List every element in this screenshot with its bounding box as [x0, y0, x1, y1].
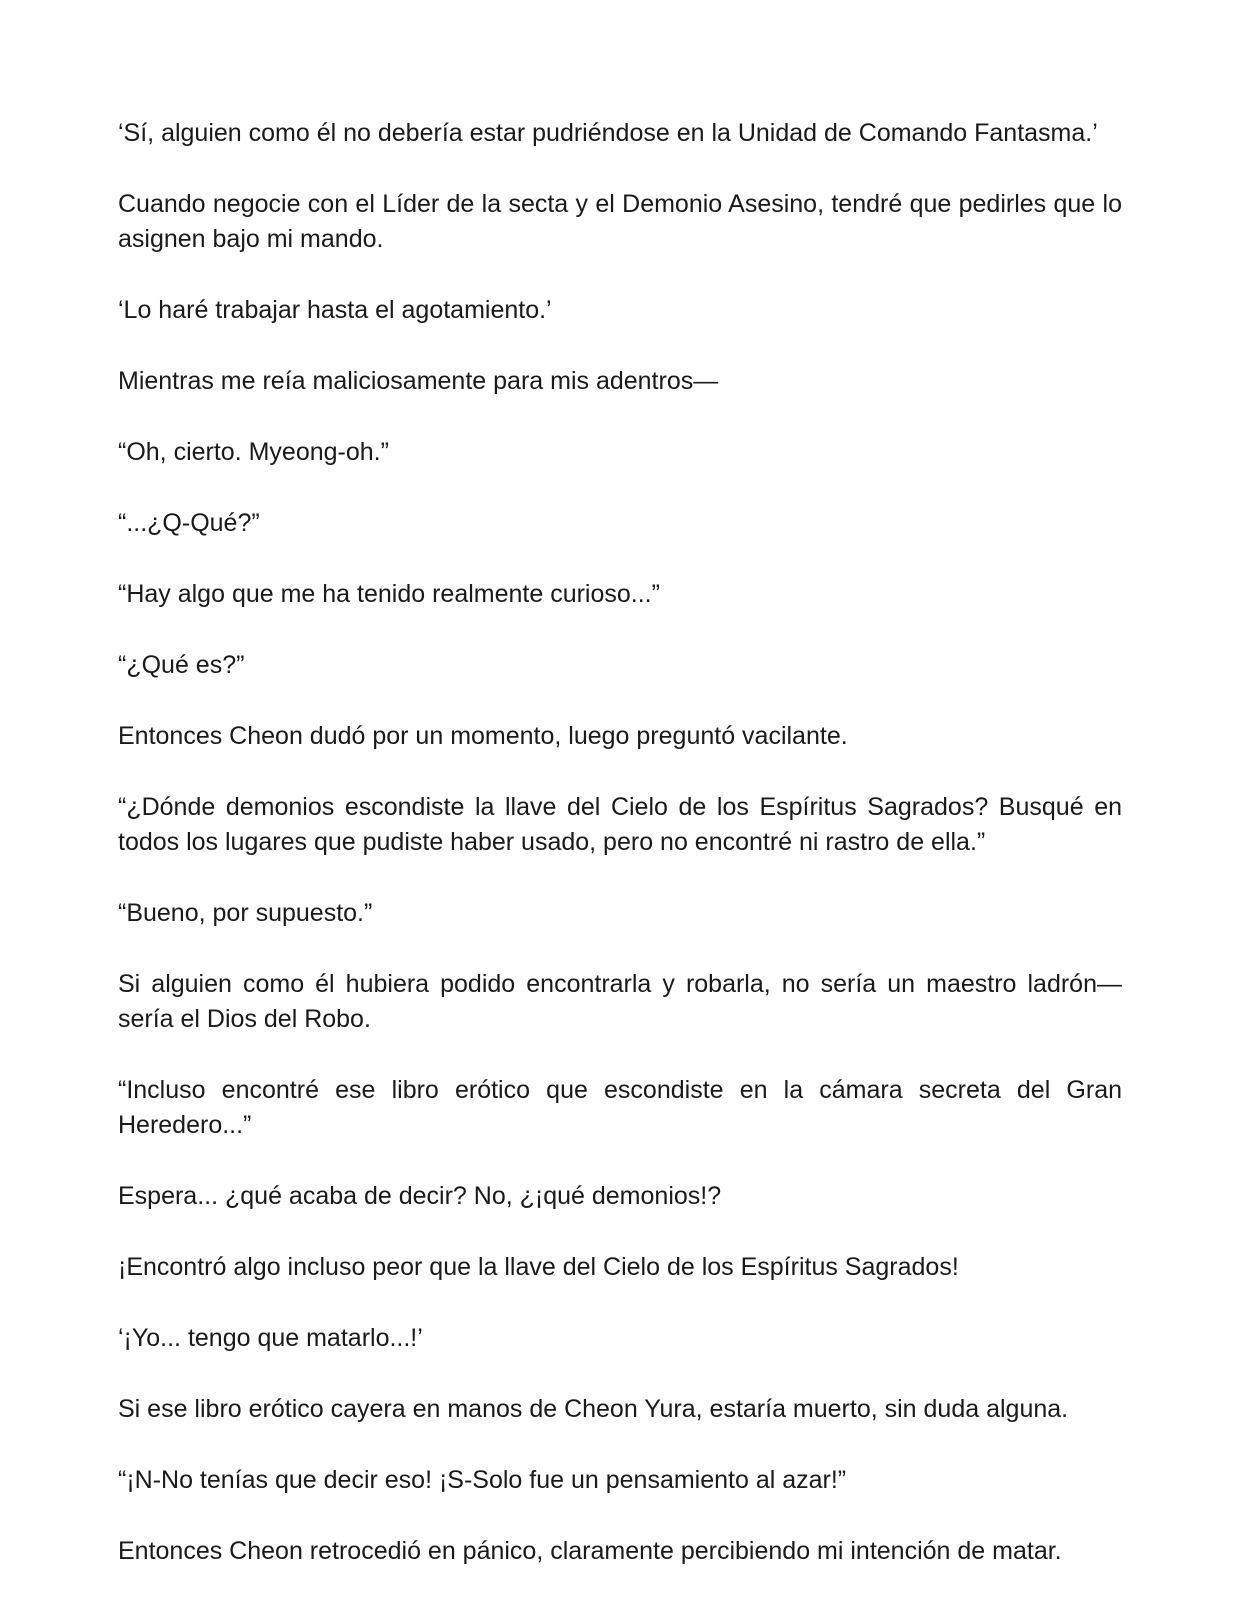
paragraph: Si ese libro erótico cayera en manos de Cheon Yura, estaría muerto, sin duda alguna.: [118, 1395, 1069, 1423]
paragraph: ‘Sí, alguien como él no debería estar pudriéndose en la Unidad de Comando Fantasma.’: [118, 119, 1098, 147]
paragraph: “Hay algo que me ha tenido realmente curioso...”: [118, 580, 660, 608]
paragraph: “Incluso encontré ese libro erótico que escondiste en la cámara secreta del Gran Heredero...”: [118, 1076, 1122, 1139]
paragraph: ‘¡Yo... tengo que matarlo...!’: [118, 1324, 423, 1352]
paragraph: Cuando negocie con el Líder de la secta y el Demonio Asesino, tendré que pedirles que lo asignen bajo mi mando.: [118, 190, 1122, 253]
paragraph: “Oh, cierto. Myeong-oh.”: [118, 438, 389, 466]
paragraph: Si alguien como él hubiera podido encontrarla y robarla, no sería un maestro ladrón—sería el Dios del Robo.: [118, 970, 1122, 1033]
paragraph: “¡N-No tenías que decir eso! ¡S-Solo fue un pensamiento al azar!”: [118, 1466, 847, 1494]
paragraph: “Bueno, por supuesto.”: [118, 899, 373, 927]
paragraph: Espera... ¿qué acaba de decir? No, ¿¡qué demonios!?: [118, 1182, 722, 1210]
paragraph: ¡Encontró algo incluso peor que la llave del Cielo de los Espíritus Sagrados!: [118, 1253, 959, 1281]
document-body: [118, 116, 1122, 1605]
paragraph: Entonces Cheon dudó por un momento, luego preguntó vacilante.: [118, 722, 848, 750]
paragraph: “¿Qué es?”: [118, 651, 245, 679]
paragraph: Mientras me reía maliciosamente para mis adentros—: [118, 367, 719, 395]
paragraph: Entonces Cheon retrocedió en pánico, claramente percibiendo mi intención de matar.: [118, 1537, 1062, 1565]
paragraph: “¿Dónde demonios escondiste la llave del Cielo de los Espíritus Sagrados? Busqué en todos los lugares que pudiste haber usado, pero no encontré ni rastro de ella.”: [118, 793, 1122, 856]
paragraph: ‘Lo haré trabajar hasta el agotamiento.’: [118, 296, 552, 324]
paragraph: “...¿Q-Qué?”: [118, 509, 260, 537]
